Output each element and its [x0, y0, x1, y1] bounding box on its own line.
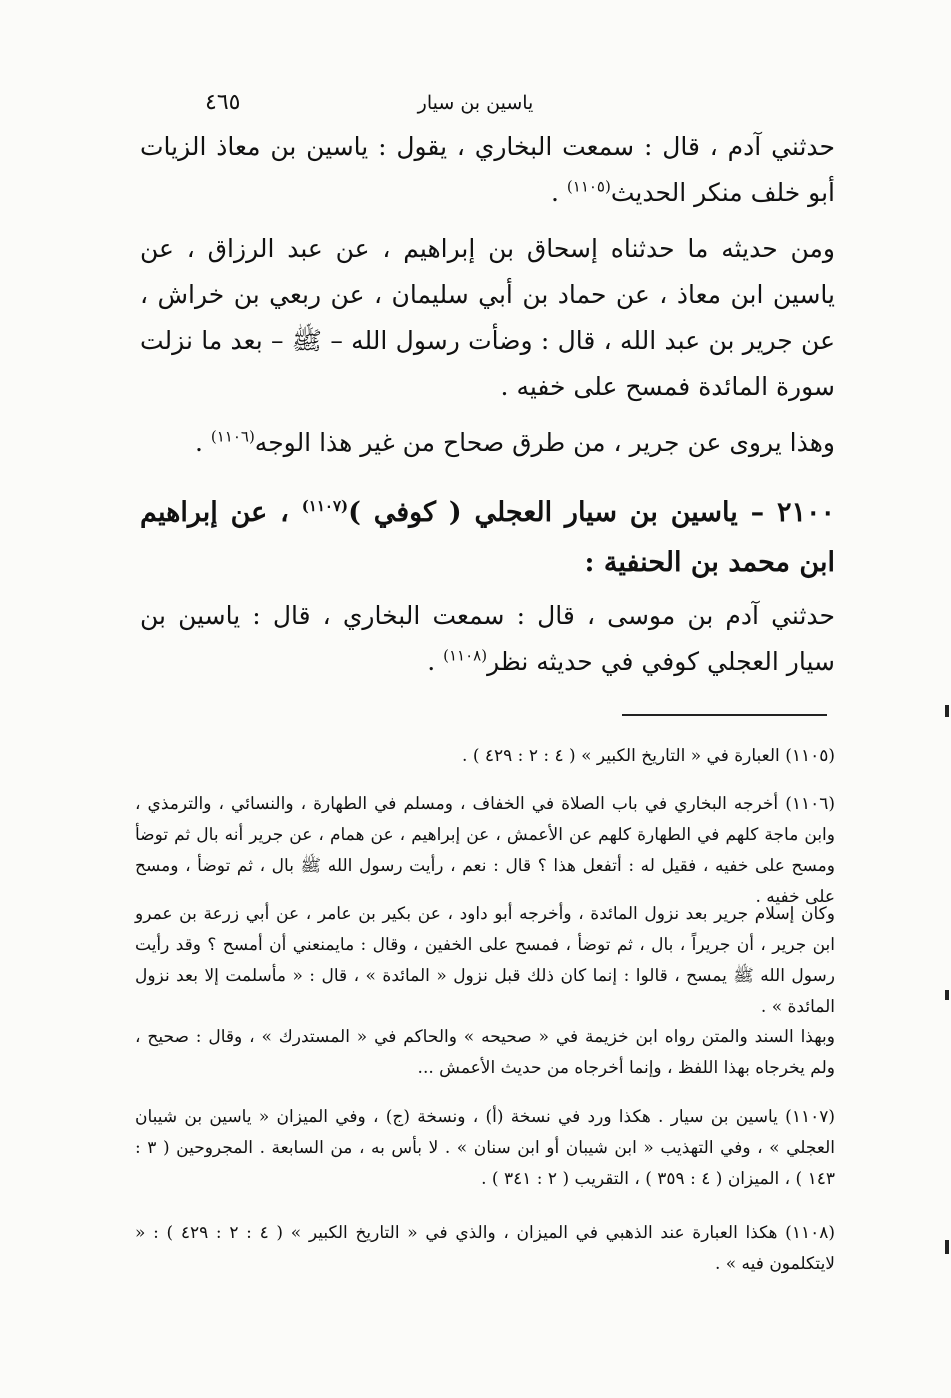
entry-heading-continuation: ، عن إبراهيم ابن محمد بن الحنفية : — [140, 497, 835, 578]
scan-edge-mark — [945, 705, 949, 717]
footnote-1106-part-2 — [135, 899, 835, 1023]
paragraph-1-text: حدثني آدم ، قال : سمعت البخاري ، يقول : ياسين بن معاذ الزيات أبو خلف منكر الحديث — [140, 132, 835, 207]
paragraph-4-text: حدثني آدم بن موسى ، قال : سمعت البخاري ، قال : ياسين بن سيار العجلي كوفي في حديثه نظر — [140, 601, 835, 676]
footnote-1106-part-3 — [135, 1022, 835, 1084]
page-number: ٤٦٥ — [205, 90, 241, 115]
footnote-ref-1106[interactable]: (١١٠٦) — [210, 427, 255, 446]
footnote-1105 — [135, 741, 835, 772]
entry-heading-text: ٢١٠٠ – ياسين بن سيار العجلي ( كوفي ) — [348, 497, 835, 528]
footnote-ref-1107[interactable]: (١١٠٧) — [301, 497, 349, 515]
footnote-1106-part-1 — [135, 789, 835, 913]
footnote-1106-text-2: وكان إسلام جرير بعد نزول المائدة ، وأخرجه أبو داود ، عن بكير بن عامر ، عن أبي زرعة بن عمرو ابن جرير ، أن جريراً ، بال ، ثم توضأ ، فمسح على الخفين ، وقال : مايمنعني أن أمسح ؟ وقد رأيت رسول الله ﷺ يمسح ، قالوا : إنما كان ذلك قبل نزول « المائدة » ، قال : « مأسلمت إلا بعد نزول المائدة » . — [135, 904, 835, 1017]
paragraph-1 — [140, 124, 835, 216]
paragraph-4 — [140, 593, 835, 685]
footnote-separator — [622, 714, 827, 716]
paragraph-2-text: ومن حديثه ما حدثناه إسحاق بن إبراهيم ، عن عبد الرزاق ، عن ياسين ابن معاذ ، عن حماد بن أبي سليمان ، عن ربعي بن خراش ، عن جرير بن عبد الله ، قال : وضأت رسول الله – ﷺ – بعد ما نزلت سورة المائدة فمسح على خفيه . — [140, 234, 835, 401]
footnote-1107-text: (١١٠٧) ياسين بن سيار . هكذا ورد في نسخة (أ) ، ونسخة (ج) ، وفي الميزان « ياسين بن شيبان العجلي » ، وفي التهذيب « ابن شيبان أو ابن سنان » . لا بأس به ، من السابعة . المجروحين ( ٣ : ١٤٣ ) ، الميزان ( ٤ : ٣٥٩ ) ، التقريب ( ٢ : ٣٤١ ) . — [135, 1107, 835, 1189]
footnote-1105-text: (١١٠٥) العبارة في « التاريخ الكبير » ( ٤ : ٢ : ٤٢٩ ) . — [462, 746, 835, 766]
footnote-1108-text: (١١٠٨) هكذا العبارة عند الذهبي في الميزان ، والذي في « التاريخ الكبير » ( ٤ : ٢ : ٤٢٩ ) : « لايتكلمون فيه » . — [135, 1223, 835, 1274]
footnote-1107 — [135, 1102, 835, 1195]
paragraph-3-text: وهذا يروى عن جرير ، من طرق صحاح من غير هذا الوجه — [254, 428, 835, 457]
paragraph-3-end: . — [194, 428, 211, 457]
paragraph-3 — [140, 420, 835, 466]
footnote-ref-1108[interactable]: (١١٠٨) — [443, 646, 488, 665]
footnote-1106-text-1: (١١٠٦) أخرجه البخاري في باب الصلاة في الخفاف ، ومسلم في الطهارة ، والنسائي ، والترمذي ، وابن ماجة كلهم في الطهارة كلهم عن الأعمش ، عن إبراهيم ، عن همام ، عن جرير أنه بال ثم توضأ ومسح على خفيه ، فقيل له : أتفعل هذا ؟ قال : نعم ، رأيت رسول الله ﷺ بال ، ثم توضأ ، ومسح على خفيه . — [135, 794, 835, 907]
paragraph-4-end: . — [427, 647, 444, 676]
entry-heading-2100 — [140, 488, 835, 588]
scan-edge-mark — [945, 1240, 949, 1254]
footnote-ref-1105[interactable]: (١١٠٥) — [566, 177, 611, 196]
scan-edge-mark — [945, 990, 949, 1000]
paragraph-2 — [140, 226, 835, 410]
footnote-1106-text-3: وبهذا السند والمتن رواه ابن خزيمة في « صحيحه » والحاكم في « المستدرك » ، وقال : صحيح ، ولم يخرجاه بهذا اللفظ ، وإنما أخرجاه من حديث الأعمش ... — [135, 1027, 835, 1078]
paragraph-1-end: . — [551, 178, 567, 207]
footnote-1108 — [135, 1218, 835, 1280]
running-header-title: ياسين بن سيار — [417, 92, 534, 114]
